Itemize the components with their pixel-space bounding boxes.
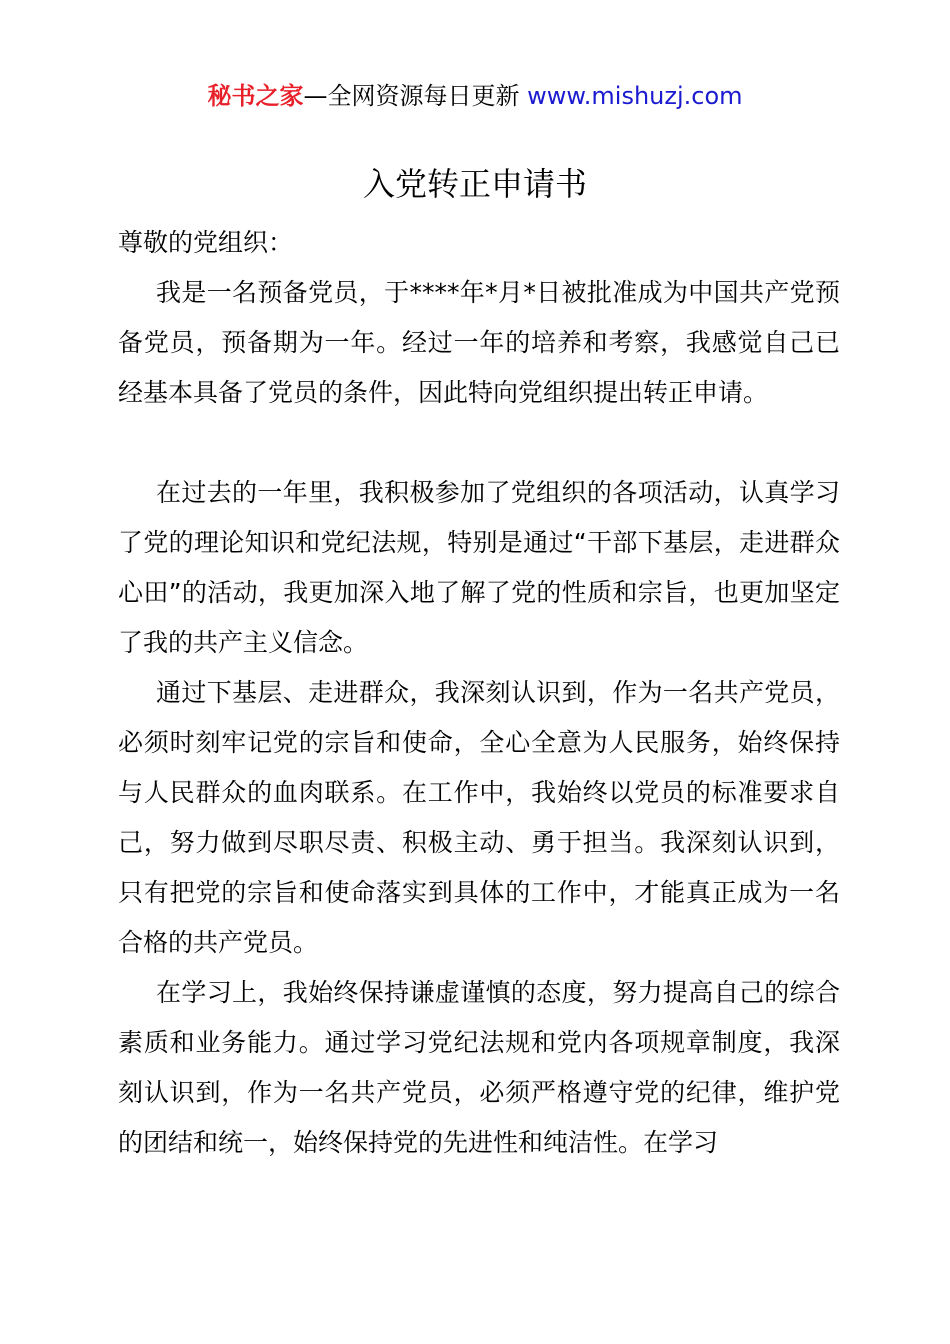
paragraph-spacer [118,418,840,468]
paragraph-4: 在学习上，我始终保持谦虚谨慎的态度，努力提高自己的综合素质和业务能力。通过学习党纪法规和党内各项规章制度，我深刻认识到，作为一名共产党员，必须严格遵守党的纪律，维护党的团结和统一，始终保持党的先进性和纯洁性。在学习 [118,978,840,1157]
paragraph-3: 通过下基层、走进群众，我深刻认识到，作为一名共产党员，必须时刻牢记党的宗旨和使命，全心全意为人民服务，始终保持与人民群众的血肉联系。在工作中，我始终以党员的标准要求自己，努力做到尽职尽责、积极主动、勇于担当。我深刻认识到，只有把党的宗旨和使命落实到具体的工作中，才能真正成为一名合格的共产党员。 [118,678,840,957]
site-brand: 秘书之家 [207,82,304,110]
site-url-link[interactable]: www.mishuzj.com [527,82,743,110]
site-header [0,80,950,112]
paragraph-2: 在过去的一年里，我积极参加了党组织的各项活动，认真学习了党的理论知识和党纪法规，特别是通过“干部下基层，走进群众心田”的活动，我更加深入地了解了党的性质和宗旨，也更加坚定了我的共产主义信念。 [118,478,840,657]
paragraph-1: 我是一名预备党员，于****年*月*日被批准成为中国共产党预备党员，预备期为一年。经过一年的培养和考察，我感觉自己已经基本具备了党员的条件，因此特向党组织提出转正申请。 [118,278,840,407]
site-tagline: —全网资源每日更新 [303,82,528,110]
document-title: 入党转正申请书 [362,165,587,203]
salutation: 尊敬的党组织： [118,228,294,257]
document-body [118,218,840,1168]
